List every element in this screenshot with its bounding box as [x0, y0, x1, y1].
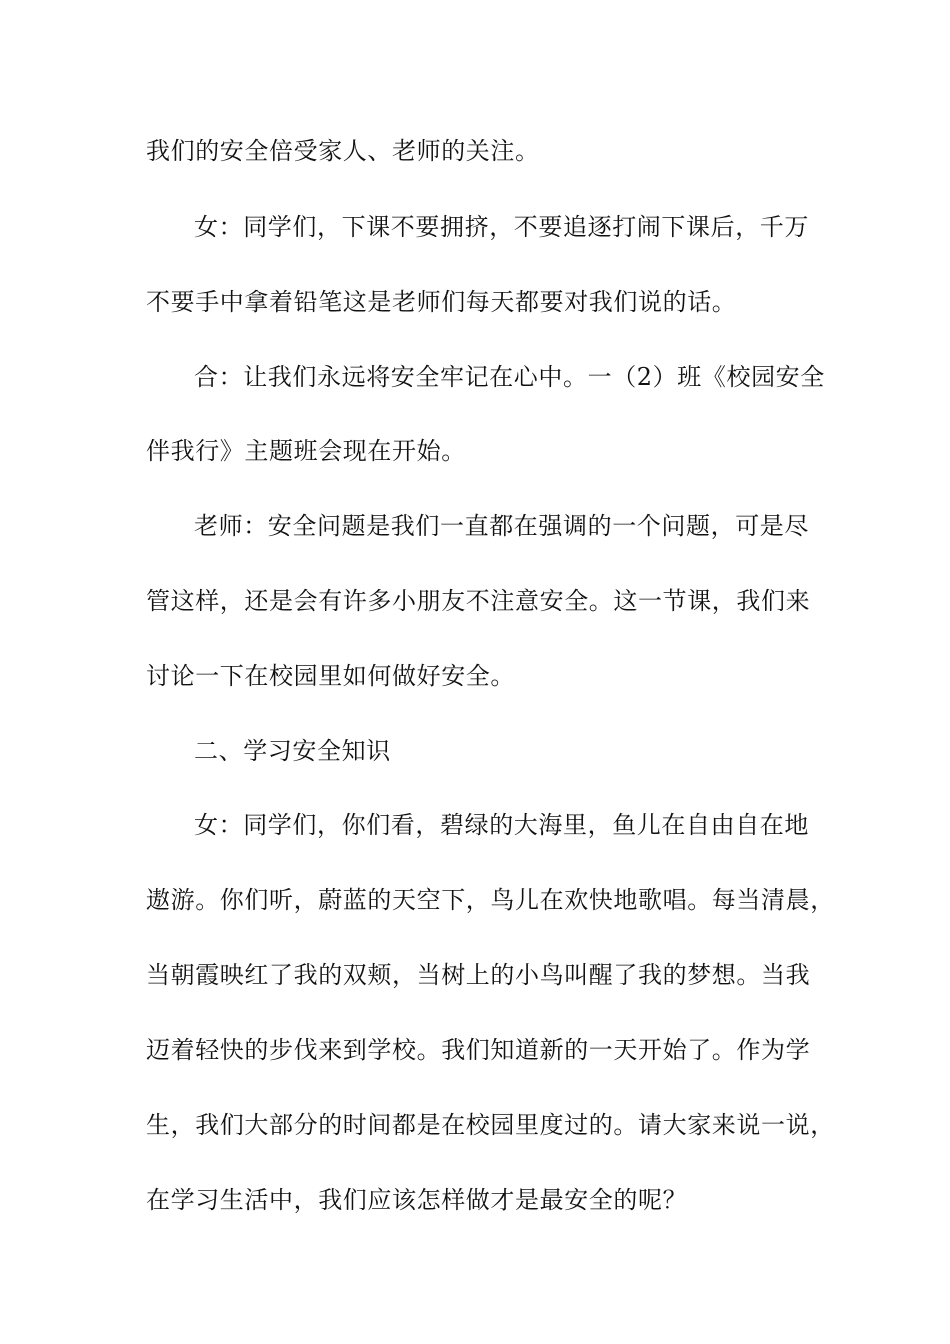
text-line: 当朝霞映红了我的双颊，当树上的小鸟叫醒了我的梦想。当我 — [146, 961, 811, 989]
text-line: 管这样，还是会有许多小朋友不注意安全。这一节课，我们来 — [146, 587, 811, 615]
section-heading: 二、学习安全知识 — [194, 737, 391, 765]
text-line: 我们的安全倍受家人、老师的关注。 — [146, 137, 540, 165]
text-line: 遨游。你们听，蔚蓝的天空下，鸟儿在欢快地歌唱。每当清晨， — [146, 886, 835, 914]
text-line: 讨论一下在校园里如何做好安全。 — [146, 662, 515, 690]
text-line: 合：让我们永远将安全牢记在心中。一（2）班《校园安全 — [194, 363, 825, 391]
text-line: 伴我行》主题班会现在开始。 — [146, 437, 466, 465]
text-line: 女：同学们，你们看，碧绿的大海里，鱼儿在自由自在地 — [194, 811, 809, 839]
text-line: 生，我们大部分的时间都是在校园里度过的。请大家来说一说， — [146, 1111, 835, 1139]
text-line: 不要手中拿着铅笔这是老师们每天都要对我们说的话。 — [146, 288, 737, 316]
text-line: 迈着轻快的步伐来到学校。我们知道新的一天开始了。作为学 — [146, 1036, 811, 1064]
text-line: 女：同学们，下课不要拥挤，不要追逐打闹下课后，千万 — [194, 213, 809, 241]
text-line: 在学习生活中，我们应该怎样做才是最安全的呢？ — [146, 1186, 688, 1214]
text-line: 老师：安全问题是我们一直都在强调的一个问题，可是尽 — [194, 512, 809, 540]
